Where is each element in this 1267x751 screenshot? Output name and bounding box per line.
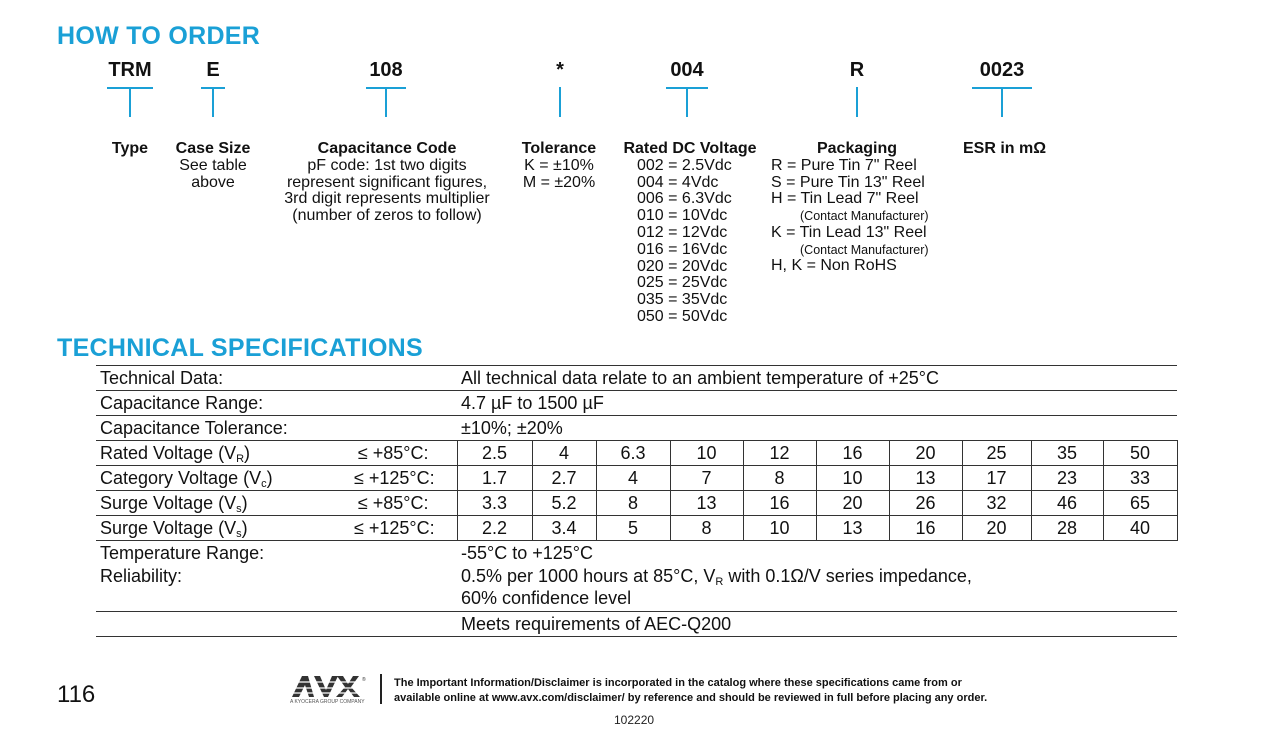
voltage-cell: 10 (816, 466, 889, 491)
voltage-cell: 50 (1103, 441, 1177, 466)
voltage-cell: 46 (1031, 491, 1103, 516)
desc-packaging-title: Packaging (816, 140, 898, 157)
voltage-cell: 20 (889, 441, 962, 466)
voltage-cell: 13 (816, 516, 889, 541)
desc-voltage-line: 025 = 25Vdc (637, 274, 728, 292)
desc-capacitance-line: 3rd digit represents multiplier (284, 190, 490, 208)
voltage-cell: 23 (1031, 466, 1103, 491)
code-capacitance (366, 58, 406, 117)
voltage-cell: 13 (889, 466, 962, 491)
voltage-cell: 10 (670, 441, 743, 466)
voltage-cell: 16 (743, 491, 816, 516)
logo-subtitle: A KYOCERA GROUP COMPANY (290, 699, 365, 705)
desc-voltage-line: 020 = 20Vdc (637, 257, 728, 275)
desc-packaging-line: K = Tin Lead 13" Reel (771, 223, 927, 241)
desc-capacitance (268, 141, 506, 225)
desc-capacitance-line: (number of zeros to follow) (292, 207, 482, 225)
desc-case-size-line: See table (179, 156, 247, 174)
voltage-cell: 4 (532, 441, 596, 466)
desc-voltage-line: 002 = 2.5Vdc (637, 156, 732, 174)
bracket-type (107, 87, 153, 117)
voltage-cell: 65 (1103, 491, 1177, 516)
spec-row-surge-125 (96, 516, 1177, 541)
bracket-case (201, 87, 225, 117)
spec-value: 4.7 µF to 1500 µF (457, 391, 1177, 416)
desc-tolerance-line: K = ±10% (524, 156, 594, 174)
spec-value: All technical data relate to an ambient temperature of +25°C (457, 366, 1177, 391)
desc-capacitance-line: pF code: 1st two digits (307, 156, 467, 174)
spec-condition: ≤ +85°C: (350, 441, 457, 466)
desc-case-size-line: above (191, 173, 235, 191)
desc-voltage-line: 050 = 50Vdc (637, 307, 728, 325)
spec-label: Reliability: (96, 565, 350, 612)
spec-condition: ≤ +125°C: (350, 516, 457, 541)
voltage-cell: 8 (743, 466, 816, 491)
desc-tolerance-title: Tolerance (521, 140, 597, 157)
spec-condition: ≤ +125°C: (350, 466, 457, 491)
document-code: 102220 (614, 713, 655, 727)
spec-condition: ≤ +85°C: (350, 491, 457, 516)
spec-value: -55°C to +125°C (461, 542, 593, 563)
desc-packaging-note: (Contact Manufacturer) (800, 242, 929, 257)
code-case-value: E (206, 59, 220, 81)
spec-row (96, 366, 1177, 391)
desc-case-size-title: Case Size (175, 140, 251, 157)
desc-type-title: Type (111, 140, 149, 157)
voltage-cell: 7 (670, 466, 743, 491)
desc-packaging-note: (Contact Manufacturer) (800, 209, 929, 224)
spec-label: Category Voltage $(V_c)$ (96, 466, 350, 491)
voltage-cell: 16 (816, 441, 889, 466)
technical-specifications-title: TECHNICAL SPECIFICATIONS (57, 334, 424, 362)
desc-packaging (771, 141, 951, 275)
spec-row (96, 391, 1177, 416)
spec-label: Surge Voltage $(V_s)$ (96, 491, 350, 516)
voltage-cell: 40 (1103, 516, 1177, 541)
code-type-value: TRM (108, 59, 152, 81)
desc-capacitance-line: represent significant figures, (286, 173, 488, 191)
code-esr (972, 58, 1032, 117)
spec-table (96, 365, 1178, 637)
desc-voltage-line: 006 = 6.3Vdc (637, 190, 732, 208)
code-tolerance-value: * (556, 59, 564, 81)
voltage-cell: 3.3 (457, 491, 532, 516)
bracket-capacitance (366, 87, 406, 117)
how-to-order-title: HOW TO ORDER (57, 22, 261, 50)
voltage-cell: 3.4 (532, 516, 596, 541)
voltage-cell: 33 (1103, 466, 1177, 491)
spec-row-reliability (96, 565, 1177, 612)
spec-row-aec (96, 612, 1177, 637)
bracket-tolerance (551, 87, 569, 117)
desc-voltage-line: 016 = 16Vdc (637, 240, 728, 258)
desc-voltage-line: 035 = 35Vdc (637, 291, 728, 309)
desc-voltage-line: 012 = 12Vdc (637, 223, 728, 241)
disclaimer-line: The Important Information/Disclaimer is incorporated in the catalog where these specifications came from or (394, 677, 962, 689)
spec-label: Temperature Range: (100, 542, 265, 563)
desc-case-size (166, 141, 260, 191)
spec-label: Capacitance Range: (96, 391, 350, 416)
desc-capacitance-title: Capacitance Code (317, 140, 457, 157)
spec-value: ±10%; ±20% (457, 416, 1177, 441)
voltage-cell: 20 (816, 491, 889, 516)
code-voltage (666, 58, 708, 117)
voltage-cell: 4 (596, 466, 670, 491)
desc-esr-title: ESR in mΩ (963, 140, 1047, 157)
spec-label: Surge Voltage $(V_s)$ (96, 516, 350, 541)
spec-label: Capacitance Tolerance: (96, 416, 350, 441)
disclaimer (394, 676, 987, 705)
desc-type (105, 141, 155, 158)
code-packaging (846, 58, 868, 117)
desc-packaging-line: R = Pure Tin 7" Reel (771, 156, 917, 174)
spec-label: Rated Voltage $(V_R)$ (96, 441, 350, 466)
desc-packaging-line: S = Pure Tin 13" Reel (771, 173, 925, 191)
spec-row-rated-voltage (96, 441, 1177, 466)
bracket-esr (972, 87, 1032, 117)
voltage-cell: 5 (596, 516, 670, 541)
voltage-cell: 6.3 (596, 441, 670, 466)
voltage-cell: 2.2 (457, 516, 532, 541)
spec-label: Technical Data: (96, 366, 350, 391)
footer-divider (380, 674, 382, 704)
bracket-voltage (666, 87, 708, 117)
desc-voltage (620, 141, 760, 326)
code-voltage-value: 004 (670, 59, 704, 81)
spec-value: 0.5% per 1000 hours at 85°C, $V_R$ with 0.1Ω/V series impedance, 60% confidence level (457, 565, 1177, 612)
voltage-cell: 28 (1031, 516, 1103, 541)
voltage-cell: 12 (743, 441, 816, 466)
voltage-cell: 10 (743, 516, 816, 541)
desc-tolerance-line: M = ±20% (522, 173, 596, 191)
voltage-cell: 13 (670, 491, 743, 516)
page-number: 116 (57, 681, 96, 708)
voltage-cell: 17 (962, 466, 1031, 491)
voltage-cell: 16 (889, 516, 962, 541)
code-esr-value: 0023 (979, 59, 1025, 81)
spec-row (96, 416, 1177, 441)
spec-value: Meets requirements of AEC-Q200 (457, 612, 1177, 637)
code-case (201, 58, 225, 117)
voltage-cell: 32 (962, 491, 1031, 516)
desc-voltage-line: 010 = 10Vdc (637, 207, 728, 225)
voltage-cell: 5.2 (532, 491, 596, 516)
desc-packaging-line: H, K = Non RoHS (771, 257, 897, 275)
spec-row-surge-85 (96, 491, 1177, 516)
code-tolerance (551, 58, 569, 117)
spec-row-category-voltage (96, 466, 1177, 491)
code-type (107, 58, 153, 117)
voltage-cell: 25 (962, 441, 1031, 466)
code-capacitance-value: 108 (369, 59, 403, 81)
spec-row (96, 541, 1177, 566)
svg-text:®: ® (362, 677, 366, 683)
disclaimer-line: available online at www.avx.com/disclaimer/ by reference and should be reviewed in full before placing any order. (394, 691, 988, 704)
desc-esr (963, 141, 1063, 158)
desc-voltage-title: Rated DC Voltage (623, 140, 757, 157)
voltage-cell: 8 (670, 516, 743, 541)
bracket-packaging (846, 87, 868, 117)
voltage-cell: 2.5 (457, 441, 532, 466)
voltage-cell: 1.7 (457, 466, 532, 491)
code-packaging-value: R (849, 59, 865, 81)
desc-tolerance (514, 141, 604, 191)
desc-voltage-line: 004 = 4Vdc (637, 173, 719, 191)
voltage-cell: 2.7 (532, 466, 596, 491)
voltage-cell: 26 (889, 491, 962, 516)
desc-packaging-line: H = Tin Lead 7" Reel (771, 190, 919, 208)
voltage-cell: 35 (1031, 441, 1103, 466)
voltage-cell: 8 (596, 491, 670, 516)
voltage-cell: 20 (962, 516, 1031, 541)
